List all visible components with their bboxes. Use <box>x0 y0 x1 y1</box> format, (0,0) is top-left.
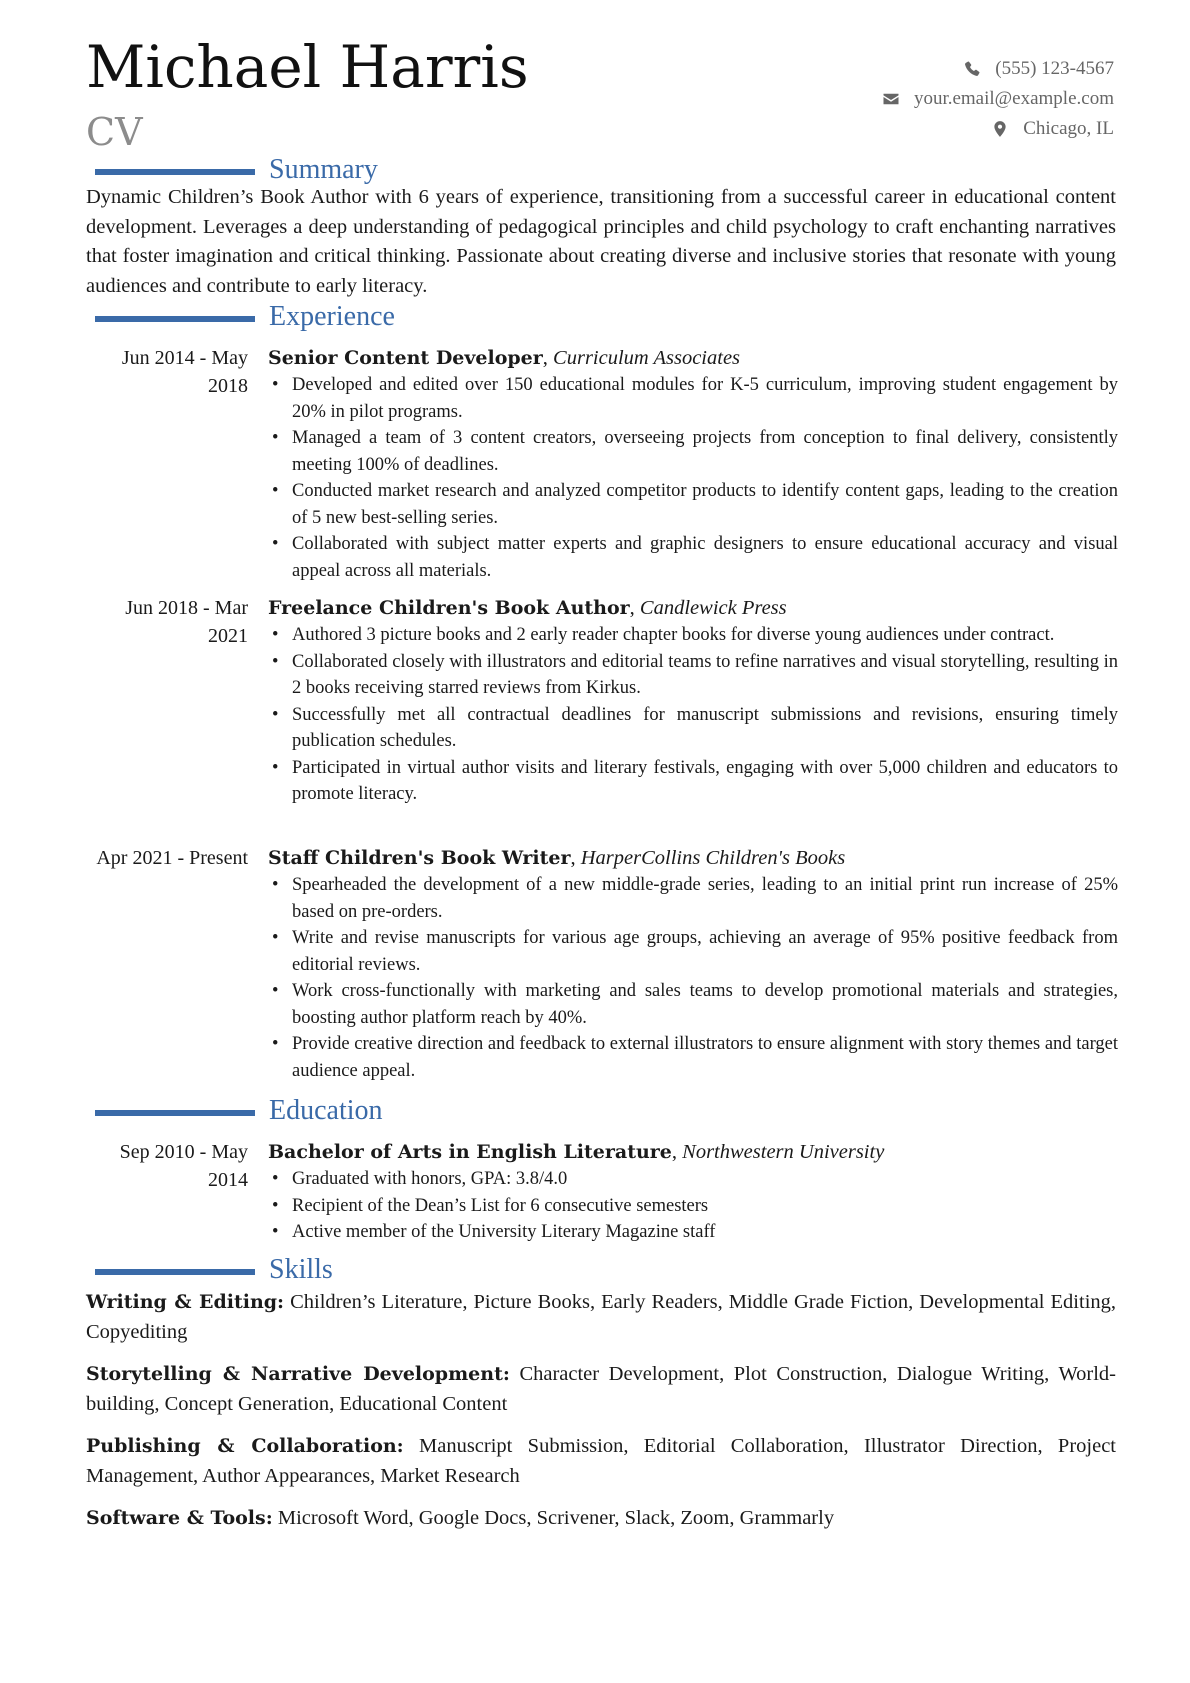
skills-list <box>86 1288 1116 1547</box>
entry-heading: Senior Content Developer, Curriculum Associates <box>268 347 741 369</box>
contact-phone <box>882 54 1114 84</box>
section-accent-bar <box>95 316 255 322</box>
section-title: Experience <box>269 301 395 332</box>
bullet-item: • Conducted market research and analyzed competitor products to identify content gaps, leading to the creation of 5 new best-selling series. <box>268 478 1118 531</box>
entry-heading: Bachelor of Arts in English Literature, Northwestern University <box>268 1141 885 1163</box>
section-accent-bar <box>95 1110 255 1116</box>
skill-items: Character Development, Plot Construction, Dialogue Writing, World-building, Concept Generation, Educational Content <box>86 1363 1117 1415</box>
section-title: Summary <box>269 154 378 185</box>
bullet-item: • Authored 3 picture books and 2 early reader chapter books for diverse young audiences under contract. <box>268 622 1118 649</box>
skills-heading <box>95 1256 333 1284</box>
bullet-item: • Collaborated with subject matter experts and graphic designers to ensure educational accuracy and visual appeal across all materials. <box>268 531 1118 584</box>
email-address[interactable]: your.email@example.com <box>913 88 1114 109</box>
skill-items: Children’s Literature, Picture Books, Early Readers, Middle Grade Fiction, Developmental Editing, Copyediting <box>86 1291 1117 1343</box>
experience-heading <box>95 303 395 331</box>
summary-text: Dynamic Children’s Book Author with 6 years of experience, transitioning from a successful career in educational content development. Leverages a deep understanding of pedagogical principles and child psychology to craft enchanting narratives that foster imagination and critical thinking. Passionate about creating diverse and inclusive stories that resonate with young audiences and contribute to early literacy. <box>86 186 1116 297</box>
contact-email <box>882 84 1114 114</box>
bullet-item: • Participated in virtual author visits and literary festivals, engaging with over 5,000 children and educators to promote literacy. <box>268 755 1118 808</box>
phone-number[interactable]: (555) 123-4567 <box>995 58 1114 79</box>
section-title: Education <box>269 1095 383 1126</box>
entry-role: Freelance Children's Book Author <box>268 597 630 619</box>
skill-category: Writing & Editing: <box>86 1291 285 1313</box>
bullet-item: • Managed a team of 3 content creators, overseeing projects from conception to final delivery, consistently meeting 100% of deadlines. <box>268 425 1118 478</box>
entry-role: Staff Children's Book Writer <box>268 847 571 869</box>
entry-organization: HarperCollins Children's Books <box>580 847 846 869</box>
bullet-item: • Active member of the University Literary Magazine staff <box>268 1219 1118 1246</box>
bullet-item: • Collaborated closely with illustrators and editorial teams to refine narratives and visual storytelling, resulting in 2 books receiving starred reviews from Kirkus. <box>268 649 1118 702</box>
skill-category: Software & Tools: <box>86 1507 273 1529</box>
contact-block <box>882 54 1114 144</box>
document-subtitle: CV <box>86 110 143 154</box>
entry-date: Jun 2014 - May 2018 <box>121 347 248 397</box>
bullet-item: • Graduated with honors, GPA: 3.8/4.0 <box>268 1166 1118 1193</box>
entry-organization: Curriculum Associates <box>553 347 741 369</box>
skill-group <box>86 1432 1116 1491</box>
entry-role: Senior Content Developer <box>268 347 543 369</box>
entry-institution: Northwestern University <box>682 1141 885 1163</box>
candidate-name: Michael Harris <box>86 33 529 101</box>
envelope-icon <box>882 90 900 108</box>
entry-heading: Staff Children's Book Writer, HarperCollins Children's Books <box>268 847 846 869</box>
bullet-item: • Spearheaded the development of a new middle-grade series, leading to an initial print run increase of 25% based on pre-orders. <box>268 872 1118 925</box>
entry-organization: Candlewick Press <box>639 597 787 619</box>
entry-degree: Bachelor of Arts in English Literature <box>268 1141 672 1163</box>
bullet-item: • Work cross-functionally with marketing and sales teams to develop promotional materials and strategies, boosting author platform reach by 40%. <box>268 978 1118 1031</box>
section-accent-bar <box>95 169 255 175</box>
skill-category: Storytelling & Narrative Development: <box>86 1363 510 1385</box>
entry-date: Apr 2021 - Present <box>96 847 248 869</box>
education-heading <box>95 1097 383 1125</box>
entry-date: Jun 2018 - Mar 2021 <box>125 597 248 647</box>
bullet-item: • Developed and edited over 150 educational modules for K-5 curriculum, improving student engagement by 20% in pilot programs. <box>268 372 1118 425</box>
entry-heading: Freelance Children's Book Author, Candlewick Press <box>268 597 787 619</box>
entry-bullets <box>268 872 1118 1084</box>
phone-icon <box>963 60 981 78</box>
bullet-item: • Successfully met all contractual deadlines for manuscript submissions and revisions, ensuring timely publication schedules. <box>268 702 1118 755</box>
entry-bullets <box>268 372 1118 584</box>
bullet-item: • Provide creative direction and feedback to external illustrators to ensure alignment with story themes and target audience appeal. <box>268 1031 1118 1084</box>
entry-bullets <box>268 622 1118 808</box>
location-text: Chicago, IL <box>1023 118 1114 139</box>
section-title: Skills <box>269 1254 333 1285</box>
entry-date: Sep 2010 - May 2014 <box>119 1141 248 1191</box>
skill-group <box>86 1360 1116 1419</box>
skill-category: Publishing & Collaboration: <box>86 1435 404 1457</box>
bullet-item: • Write and revise manuscripts for various age groups, achieving an average of 95% positive feedback from editorial reviews. <box>268 925 1118 978</box>
skill-group <box>86 1288 1116 1347</box>
contact-location <box>882 114 1114 144</box>
section-accent-bar <box>95 1269 255 1275</box>
skill-items: Manuscript Submission, Editorial Collaboration, Illustrator Direction, Project Management, Author Appearances, Market Research <box>86 1435 1116 1487</box>
bullet-item: • Recipient of the Dean’s List for 6 consecutive semesters <box>268 1193 1118 1220</box>
skill-items: Microsoft Word, Google Docs, Scrivener, Slack, Zoom, Grammarly <box>277 1507 835 1529</box>
summary-heading <box>95 156 378 184</box>
entry-bullets <box>268 1166 1118 1246</box>
map-pin-icon <box>991 120 1009 138</box>
skill-group <box>86 1504 1116 1534</box>
